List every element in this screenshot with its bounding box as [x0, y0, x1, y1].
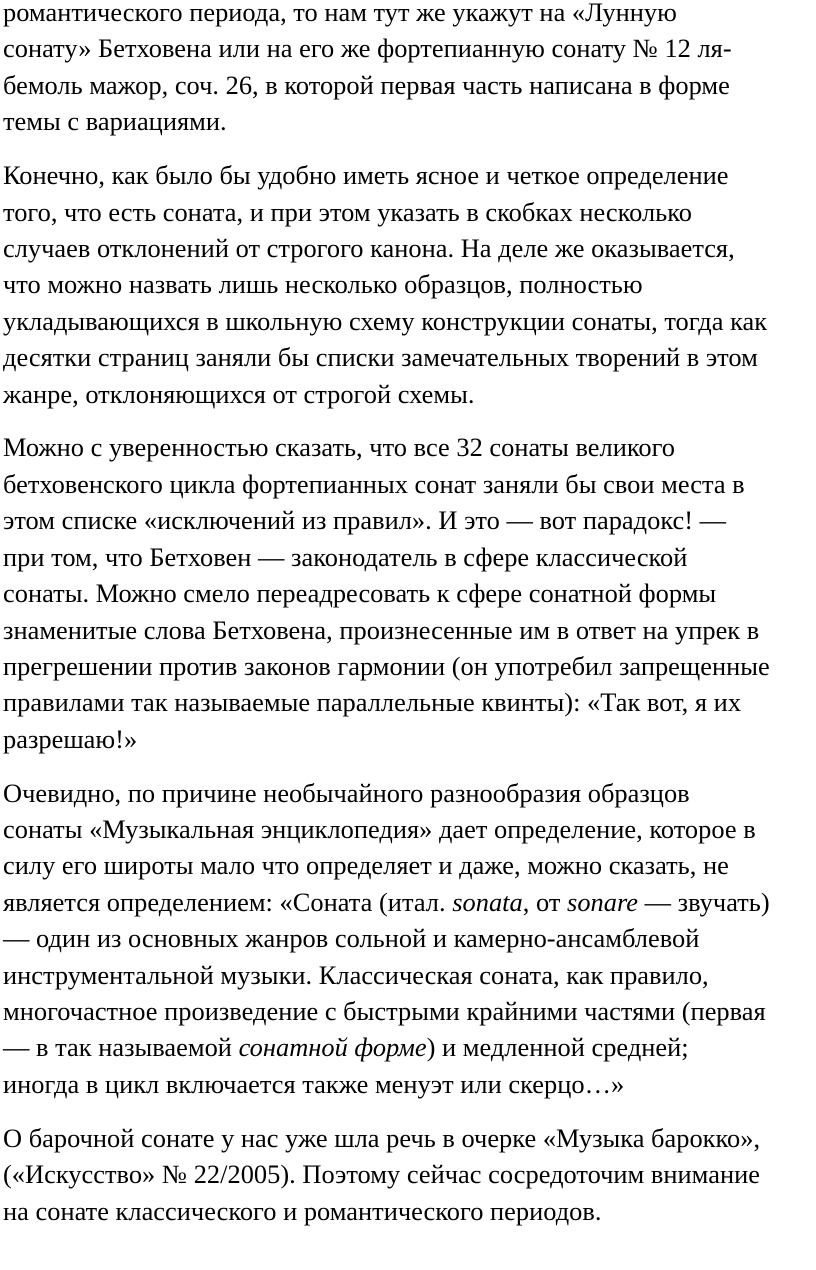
text-line	[3, 721, 816, 757]
italic-term: сонатной форме	[238, 1032, 427, 1063]
paragraph-1	[3, 0, 816, 140]
text-run: ) и медленной средней;	[426, 1032, 689, 1063]
paragraph-5	[3, 1120, 816, 1229]
text-run: жанре, отклоняющихся от строгой схемы.	[3, 378, 475, 409]
text-line	[3, 266, 816, 302]
italic-term: sonare	[567, 886, 639, 917]
text-line	[3, 1066, 816, 1102]
text-run: десятки страниц заняли бы списки замечательных творений в этом	[3, 342, 758, 373]
text-run: — звучать)	[638, 886, 770, 917]
text-run: при том, что Бетховен — законодатель в сфере классической	[3, 541, 688, 572]
paragraph-2	[3, 157, 816, 412]
paragraph-3	[3, 429, 816, 757]
text-line	[3, 648, 816, 684]
text-line	[3, 539, 816, 575]
text-run: этом списке «исключений из правил». И это — вот парадокс! —	[3, 505, 727, 536]
text-run: Очевидно, по причине необычайного разнообразия образцов	[3, 777, 690, 808]
italic-term: sonata	[452, 886, 523, 917]
text-run: темы с вариациями.	[3, 106, 227, 137]
text-line	[3, 466, 816, 502]
text-line	[3, 884, 816, 920]
text-run: , от	[522, 886, 568, 917]
text-run: сонату» Бетховена или на его же фортепианную сонату № 12 ля-	[3, 33, 732, 64]
text-run: Можно с уверенностью сказать, что все 32 сонаты великого	[3, 432, 675, 463]
text-run: силу его широты мало что определяет и даже, можно сказать, не	[3, 850, 729, 881]
text-run: разрешаю!»	[3, 723, 138, 754]
text-line	[3, 194, 816, 230]
text-line	[3, 1193, 816, 1229]
text-run: инструментальной музыки. Классическая соната, как правило,	[3, 959, 709, 990]
text-line	[3, 0, 816, 30]
text-run: сонаты «Музыкальная энциклопедия» дает определение, которое в	[3, 814, 756, 845]
text-run: на сонате классического и романтического периодов.	[3, 1195, 602, 1226]
text-run: Конечно, как было бы удобно иметь ясное и четкое определение	[3, 160, 729, 191]
paragraph-4	[3, 775, 816, 1103]
text-run: того, что есть соната, и при этом указать в скобках несколько	[3, 196, 692, 227]
text-run: прегрешении против законов гармонии (он употребил запрещенные	[3, 650, 770, 681]
text-line	[3, 811, 816, 847]
text-run: многочастное произведение с быстрыми крайними частями (первая	[3, 996, 766, 1027]
text-line	[3, 502, 816, 538]
text-line	[3, 920, 816, 956]
text-run: знаменитые слова Бетховена, произнесенные им в ответ на упрек в	[3, 614, 760, 645]
document-body	[3, 0, 816, 1229]
text-run: иногда в цикл включается также менуэт или скерцо…»	[3, 1068, 625, 1099]
text-run: бемоль мажор, соч. 26, в которой первая часть написана в форме	[3, 69, 730, 100]
text-line	[3, 429, 816, 465]
text-run: — в так называемой	[3, 1032, 239, 1063]
text-line	[3, 575, 816, 611]
text-line	[3, 376, 816, 412]
text-run: что можно назвать лишь несколько образцов, полностью	[3, 269, 643, 300]
text-run: бетховенского цикла фортепианных сонат заняли бы свои места в	[3, 468, 745, 499]
text-run: укладывающихся в школьную схему конструкции сонаты, тогда как	[3, 305, 768, 336]
text-line	[3, 157, 816, 193]
text-run: случаев отклонений от строгого канона. На деле же оказывается,	[3, 232, 735, 263]
text-line	[3, 775, 816, 811]
text-line	[3, 67, 816, 103]
text-run: («Искусство» № 22/2005). Поэтому сейчас сосредоточим внимание	[3, 1159, 760, 1190]
text-line	[3, 993, 816, 1029]
text-run: — один из основных жанров сольной и камерно-ансамблевой	[3, 923, 700, 954]
text-run: О барочной сонате у нас уже шла речь в очерке «Музыка барокко»,	[3, 1122, 761, 1153]
text-line	[3, 1156, 816, 1192]
text-line	[3, 30, 816, 66]
text-line	[3, 684, 816, 720]
text-line	[3, 230, 816, 266]
text-line	[3, 1120, 816, 1156]
text-run: романтического периода, то нам тут же укажут на «Лунную	[3, 0, 677, 27]
text-line	[3, 847, 816, 883]
text-run: является определением: «Соната (итал.	[3, 886, 453, 917]
text-line	[3, 1029, 816, 1065]
text-line	[3, 303, 816, 339]
text-line	[3, 339, 816, 375]
text-line	[3, 612, 816, 648]
text-run: правилами так называемые параллельные квинты): «Так вот, я их	[3, 687, 742, 718]
text-line	[3, 957, 816, 993]
text-line	[3, 103, 816, 139]
text-run: сонаты. Можно смело переадресовать к сфере сонатной формы	[3, 578, 717, 609]
